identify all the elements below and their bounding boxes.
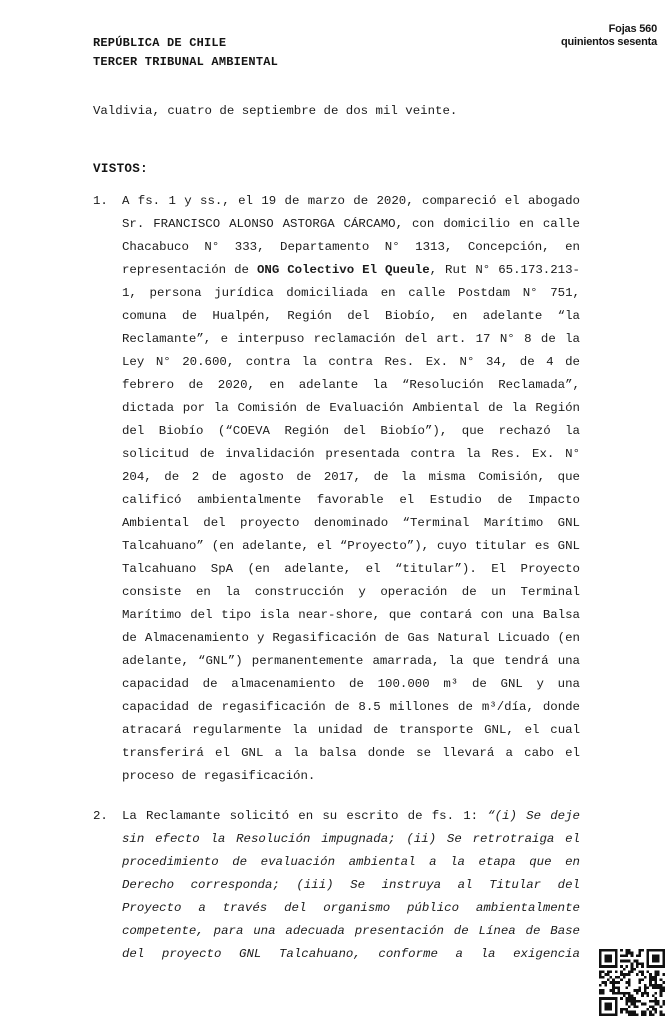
- qr-code-icon: [599, 949, 665, 1016]
- text-segment: La Reclamante solicitó en su escrito de fs. 1:: [122, 809, 488, 823]
- text-segment-italic: “(i) Se deje sin efecto la Resolución impugnada; (ii) Se retrotraiga el procedimiento de evaluación ambiental a la etapa que en Derecho corresponda; (iii) Se instruya al Titular del Proyecto a través del organismo público ambientalmente competente, para una adecuada presentación de Línea de Base del proyecto GNL Talcahuano, conforme a la exigencia: [122, 809, 580, 961]
- letterhead: [93, 34, 278, 72]
- item-text: [122, 805, 580, 966]
- text-segment: , Rut N° 65.173.213-1, persona jurídica domiciliada en calle Postdam N° 751, comuna de Hualpén, Región del Biobío, en adelante “la Reclamante”, e interpuso reclamación del art. 17 N° 8 de la Ley N° 20.600, contra la contra Res. Ex. N° 34, de 4 de febrero de 2020, en adelante la “Resolución Reclamada”, dictada por la Comisión de Evaluación Ambiental de la Región del Biobío (“COEVA Región del Biobío”), que rechazó la solicitud de invalidación presentada contra la Res. Ex. N° 204, de 2 de agosto de 2017, de la misma Comisión, que calificó ambientalmente favorable el Estudio de Impacto Ambiental del proyecto denominado “Terminal Marítimo GNL Talcahuano” (en adelante, el “Proyecto”), cuyo titular es GNL Talcahuano SpA (en adelante, el “titular”). El Proyecto consiste en la construcción y operación de un Terminal Marítimo del tipo isla near-shore, que contará con una Balsa de Almacenamiento y Regasificación de Gas Natural Licuado (en adelante, “GNL”) permanentemente amarrada, la que tendrá una capacidad de almacenamiento de 100.000 m³ de GNL y una capacidad de regasificación de 8.5 millones de m³/día, donde atracará regularmente la unidad de transporte GNL, el cual transferirá el GNL a la balsa donde se llevará a cabo el proceso de regasificación.: [122, 263, 580, 783]
- fojas-words: quinientos sesenta: [560, 36, 657, 48]
- item-number: 2.: [93, 809, 108, 823]
- list-item-1: [93, 190, 580, 788]
- dateline: Valdivia, cuatro de septiembre de dos mil veinte.: [93, 104, 458, 118]
- list-item-2: [93, 805, 580, 966]
- text-segment-bold: ONG Colectivo El Queule: [256, 263, 430, 277]
- item-text: [122, 190, 580, 788]
- letterhead-country: REPÚBLICA DE CHILE: [93, 36, 227, 50]
- text-segment: A fs. 1 y ss., el 19 de marzo de 2020, compareció el abogado Sr. FRANCISCO ALONSO ASTORGA CÁRCAMO, con domicilio en calle Chacabuco N° 333, Departamento N° 1313, Concepción, en representación de: [122, 194, 580, 277]
- item-number: 1.: [93, 194, 108, 208]
- letterhead-court: TERCER TRIBUNAL AMBIENTAL: [93, 55, 279, 69]
- fojas-stamp: [561, 23, 657, 49]
- section-heading-vistos: VISTOS:: [93, 162, 149, 176]
- vistos-list: [93, 190, 580, 966]
- fojas-number: Fojas 560: [608, 23, 657, 35]
